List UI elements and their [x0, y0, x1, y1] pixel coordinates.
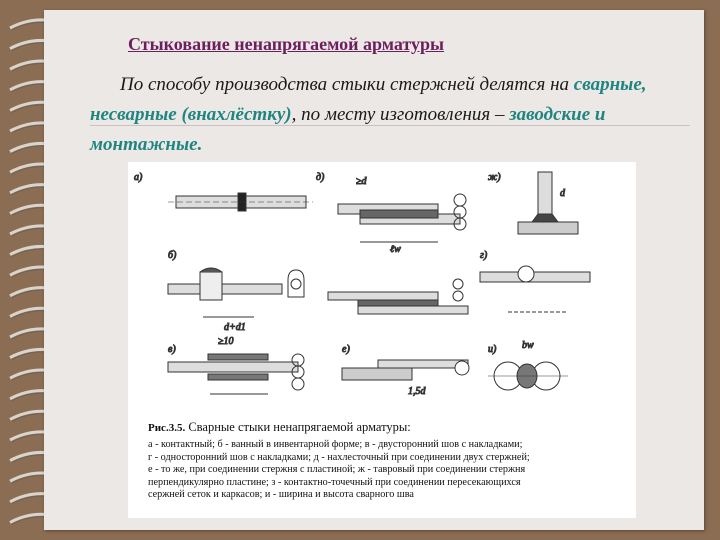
- drawing-i: [488, 340, 568, 390]
- panel-label-g: г): [480, 250, 488, 261]
- figure-caption: [148, 420, 636, 502]
- joint-drawings: [128, 162, 636, 412]
- caption-line: перпендикулярно пластине; з - контактно-точечный при соединении пересекающихся: [148, 476, 521, 488]
- para-highlight-2: заводские и монтажные.: [90, 104, 606, 155]
- slide-title: Стыкование ненапрягаемой арматуры: [128, 34, 445, 54]
- caption-line: а - контактный; б - ванный в инвентарной форме; в - двусторонний шов с накладками;: [148, 439, 523, 450]
- para-highlight-1: сварные, несварные (внахлёстку): [90, 74, 647, 125]
- caption-line: е - то же, при соединении стержня с пластиной; ж - тавровый при соединении стержня: [148, 464, 526, 476]
- dim-label-lw: ℓw: [390, 244, 401, 255]
- panel-label-e: е): [342, 344, 350, 355]
- figure-number: Рис.3.5.: [148, 422, 186, 434]
- drawing-e: [342, 344, 469, 397]
- panel-label-b: б): [168, 250, 177, 261]
- caption-line: г - односторонний шов с накладками; д - нахлесточный при соединении двух стержней;: [148, 451, 530, 463]
- dim-label-bw: bw: [522, 340, 534, 351]
- drawing-g: [480, 250, 590, 312]
- welded-joints-figure: [128, 162, 636, 518]
- panel-label-i: и): [488, 344, 497, 355]
- drawing-v: [168, 336, 304, 394]
- figure-title: Сварные стыки ненапрягаемой арматуры:: [185, 420, 411, 434]
- divider-line: [90, 125, 690, 126]
- panel-label-d: д): [316, 172, 325, 183]
- dim-label-ge10: ≥10: [218, 336, 234, 347]
- dim-label-4d: 1,5d: [408, 386, 426, 397]
- dim-label-d: d: [560, 188, 565, 199]
- dim-label-dd1: d+d1: [224, 322, 246, 333]
- panel-label-a: а): [134, 172, 143, 183]
- para-text-1: По способу производства стыки стержней делятся на: [120, 74, 574, 95]
- drawing-mid: [328, 279, 468, 314]
- caption-line: сержней сеток и каркасов; и - ширина и высота сварного шва: [148, 489, 414, 501]
- intro-paragraph: [90, 70, 690, 160]
- drawing-a: [134, 172, 313, 211]
- dim-label-ge-d: ≥d: [356, 176, 367, 187]
- panel-label-v: в): [168, 344, 176, 355]
- drawing-d: [316, 172, 466, 255]
- caption-title: [148, 420, 636, 435]
- drawing-b: [168, 250, 304, 333]
- para-text-2: , по месту изготовления –: [291, 104, 510, 125]
- drawing-zh: [488, 172, 578, 234]
- panel-label-zh: ж): [488, 172, 501, 183]
